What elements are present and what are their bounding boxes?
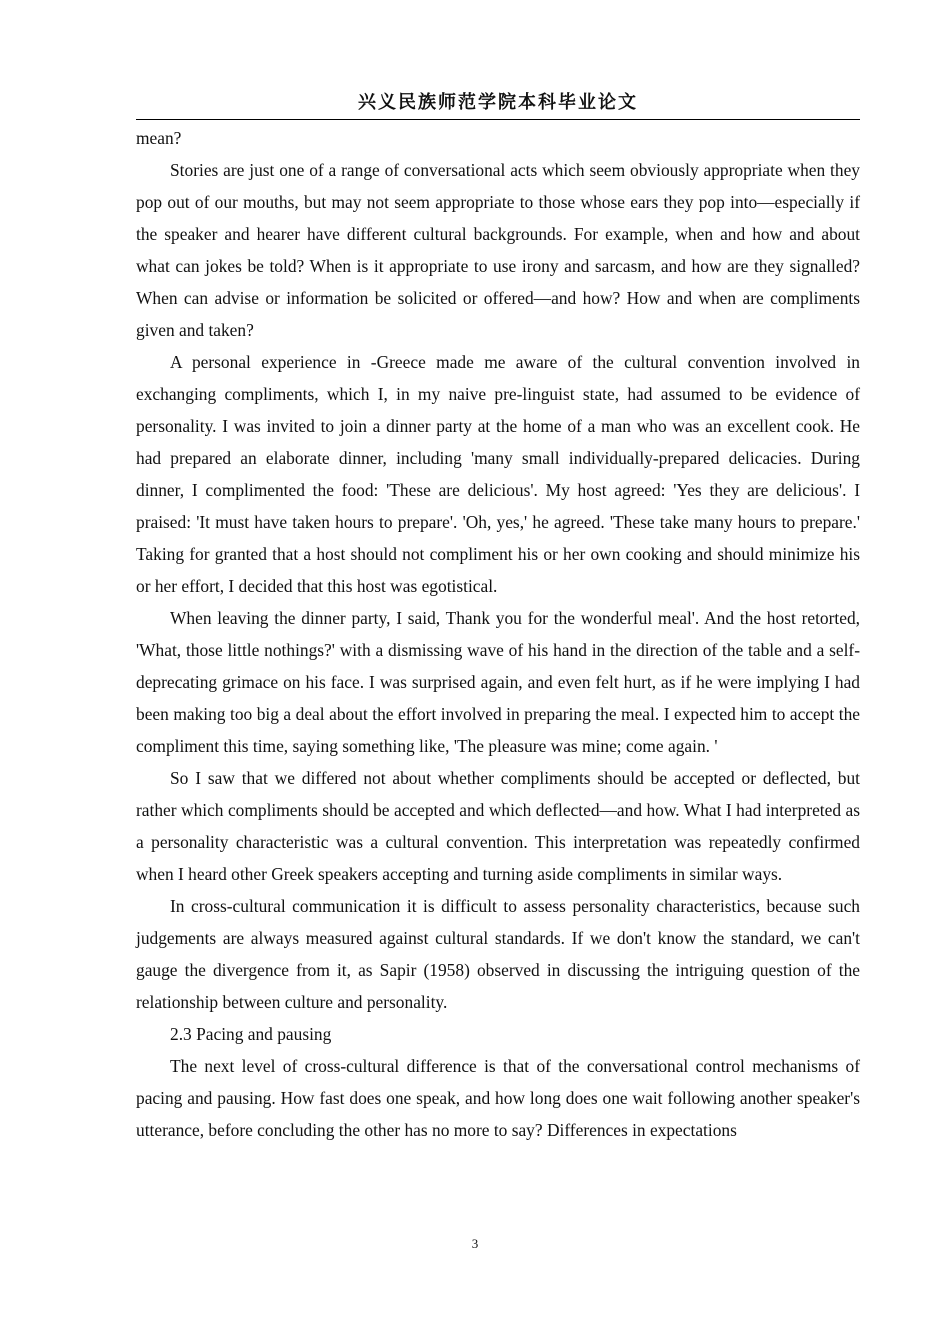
page-number: 3 — [471, 1236, 479, 1251]
paragraph-greece-experience: A personal experience in -Greece made me aware of the cultural convention involved in exchanging compliments, which I, in my naive pre-linguist state, had assumed to be evidence of personality. I was invited to join a dinner party at the home of a man who was an excellent cook. He had prepared an elaborate dinner, including 'many small individually-prepared delicacies. During dinner, I complimented the food: 'These are delicious'. My host agreed: 'Yes they are delicious'. I praised: 'It must have taken hours to prepare'. 'Oh, yes,' he agreed. 'These take many hours to prepare.' Taking for granted that a host should not compliment his or her own cooking and should minimize his or her effort, I decided that this host was egotistical. — [136, 352, 860, 596]
header-title: 兴义民族师范学院本科毕业论文 — [358, 92, 638, 113]
paragraph-stories: Stories are just one of a range of conversational acts which seem obviously appropriate when they pop out of our mouths, but may not seem appropriate to those whose ears they pop into—especially if the speaker and hearer have different cultural backgrounds. For example, when and how and about what can jokes be told? When is it appropriate to use irony and sarcasm, and how are they signalled? When can advise or information be solicited or offered—and how? How and when are compliments given and taken? — [136, 160, 860, 340]
document-body — [136, 122, 860, 1146]
paragraph-differed: So I saw that we differed not about whether compliments should be accepted or deflected, but rather which compliments should be accepted and which deflected—and how. What I had interpreted as a personality characteristic was a cultural convention. This interpretation was repeatedly confirmed when I heard other Greek speakers accepting and turning aside compliments in similar ways. — [136, 768, 860, 884]
paragraph-cross-cultural: In cross-cultural communication it is difficult to assess personality characteristics, because such judgements are always measured against cultural standards. If we don't know the standard, we can't gauge the divergence from it, as Sapir (1958) observed in discussing the intriguing question of the relationship between culture and personality. — [136, 896, 860, 1012]
section-heading-pacing-pausing: 2.3 Pacing and pausing — [170, 1024, 332, 1044]
paragraph-pacing: The next level of cross-cultural difference is that of the conversational control mechanisms of pacing and pausing. How fast does one speak, and how long does one wait following another speaker's utterance, before concluding the other has no more to say? Differences in expectations — [136, 1056, 860, 1140]
page-header — [136, 92, 860, 120]
paragraph-leaving-party: When leaving the dinner party, I said, Thank you for the wonderful meal'. And the host retorted, 'What, those little nothings?' with a dismissing wave of his hand in the direction of the table and a self-deprecating grimace on his face. I was surprised again, and even felt hurt, as if he were implying I had been making too big a deal about the effort involved in preparing the meal. I expected him to accept the compliment this time, saying something like, 'The pleasure was mine; come again. ' — [136, 608, 860, 756]
paragraph-continuation: mean? — [136, 128, 182, 148]
